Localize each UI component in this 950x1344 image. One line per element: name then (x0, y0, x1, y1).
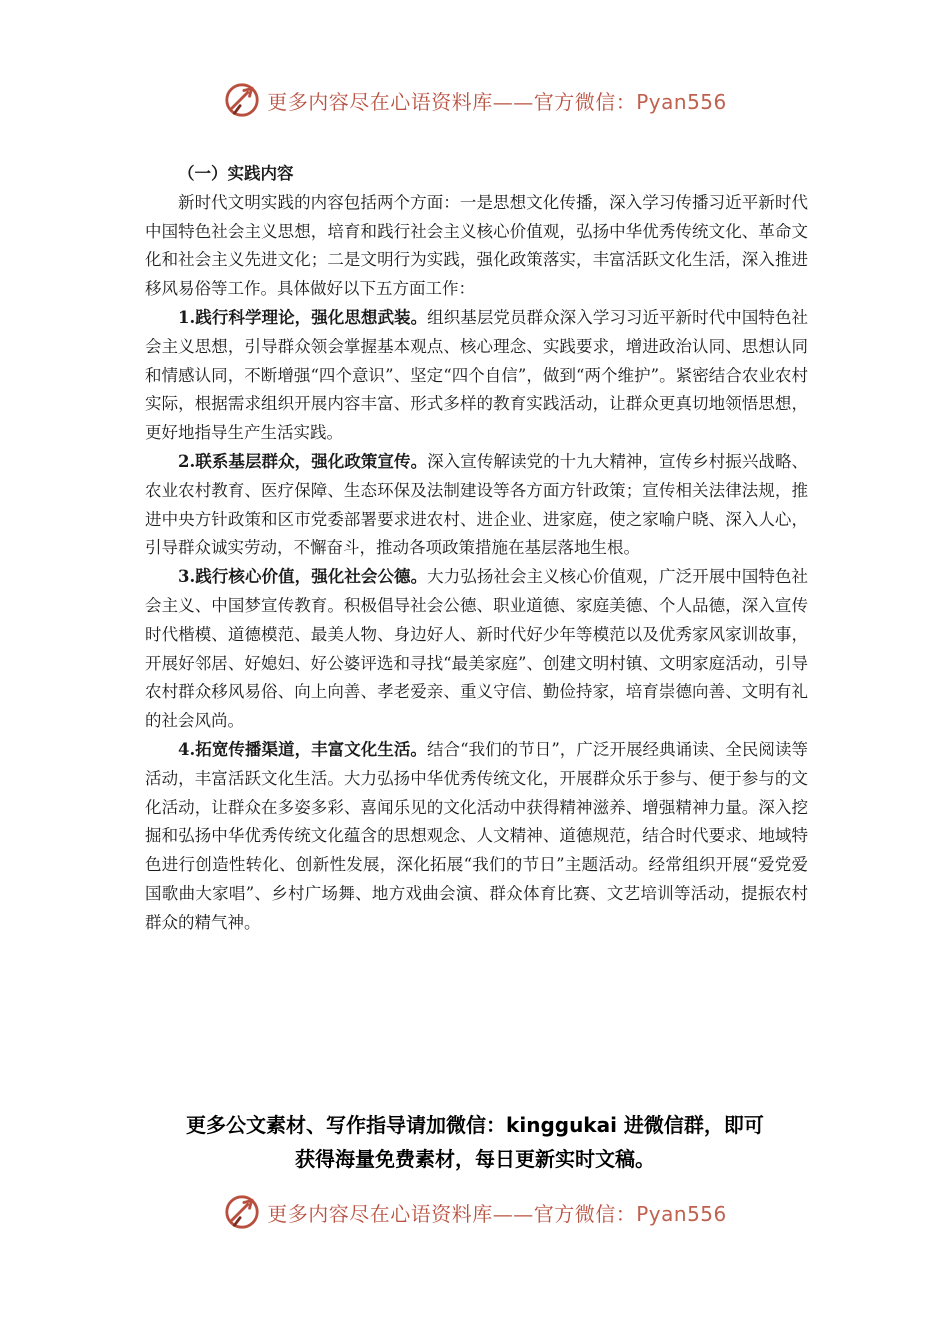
promo-notice (100, 1108, 850, 1176)
list-item (145, 304, 808, 448)
header-wechat-id: Pyan556 (636, 89, 727, 114)
promo-line-1: 更多公文素材、写作指导请加微信：kinggukai 进微信群，即可 (186, 1113, 764, 1137)
promo-line-2: 获得海量免费素材，每日更新实时文稿。 (295, 1147, 655, 1171)
item-body: 深入宣传解读党的十九大精神，宣传乡村振兴战略、农业农村教育、医疗保障、生态环保及法制建设等各方面方针政策；宣传相关法律法规，推进中央方针政策和区市党委部署要求进农村、进企业、进家庭，使之家喻户晓、深入人心，引导群众诚实劳动，不懈奋斗，推动各项政策措施在基层落地生根。 (145, 451, 809, 558)
logo-icon (223, 81, 261, 119)
footer-wechat-id: Pyan556 (636, 1201, 727, 1226)
item-body: 大力弘扬社会主义核心价值观，广泛开展中国特色社会主义、中国梦宣传教育。积极倡导社会公德、职业道德、家庭美德、个人品德，深入宣传时代楷模、道德模范、最美人物、身边好人、新时代好少年等模范以及优秀家风家训故事，开展好邻居、好媳妇、好公婆评选和寻找“最美家庭”、创建文明村镇、文明家庭活动，引导农村群众移风易俗、向上向善、孝老爱亲、重义守信、勤俭持家，培育崇德向善、文明有礼的社会风尚。 (145, 567, 809, 731)
header-banner-text: 更多内容尽在心语资料库——官方微信：Pyan556 (267, 89, 727, 114)
item-heading: 1.践行科学理论，强化思想武装。 (178, 307, 428, 327)
section-title: （一）实践内容 (178, 164, 294, 183)
item-body: 组织基层党员群众深入学习习近平新时代中国特色社会主义思想，引导群众领会掌握基本观点、核心理念、实践要求，增进政治认同、思想认同和情感认同，不断增强“四个意识”、坚定“四个自信”，做到“两个维护”。紧密结合农业农村实际，根据需求组织开展内容丰富、形式多样的教育实践活动，让群众更真切地领悟思想，更好地指导生产生活实践。 (145, 307, 809, 443)
document-body (145, 160, 808, 938)
item-heading: 4.拓宽传播渠道，丰富文化生活。 (178, 739, 427, 759)
item-heading: 2.联系基层群众，强化政策宣传。 (178, 451, 428, 471)
list-item (145, 736, 808, 938)
list-item (145, 563, 808, 736)
item-body: 结合“我们的节日”，广泛开展经典诵读、全民阅读等活动，丰富活跃文化生活。大力弘扬中华优秀传统文化，开展群众乐于参与、便于参与的文化活动，让群众在多姿多彩、喜闻乐见的文化活动中获得精神滋养、增强精神力量。深入挖掘和弘扬中华优秀传统文化蕴含的思想观念、人文精神、道德规范，结合时代要求、地域特色进行创造性转化、创新性发展，深化拓展“我们的节日”主题活动。经常组织开展“爱党爱国歌曲大家唱”、乡村广场舞、地方戏曲会演、群众体育比赛、文艺培训等活动，提振农村群众的精气神。 (145, 739, 808, 932)
footer-banner (0, 1190, 950, 1234)
item-heading: 3.践行核心价值，强化社会公德。 (178, 567, 428, 587)
intro-paragraph: 新时代文明实践的内容包括两个方面：一是思想文化传播，深入学习传播习近平新时代中国特色社会主义思想，培育和践行社会主义核心价值观，弘扬中华优秀传统文化、革命文化和社会主义先进文化；二是文明行为实践，强化政策落实，丰富活跃文化生活，深入推进移风易俗等工作。具体做好以下五方面工作： (145, 192, 808, 299)
footer-banner-text: 更多内容尽在心语资料库——官方微信：Pyan556 (267, 1201, 727, 1226)
list-item (145, 448, 808, 563)
header-banner (0, 78, 950, 122)
logo-icon (223, 1193, 261, 1231)
